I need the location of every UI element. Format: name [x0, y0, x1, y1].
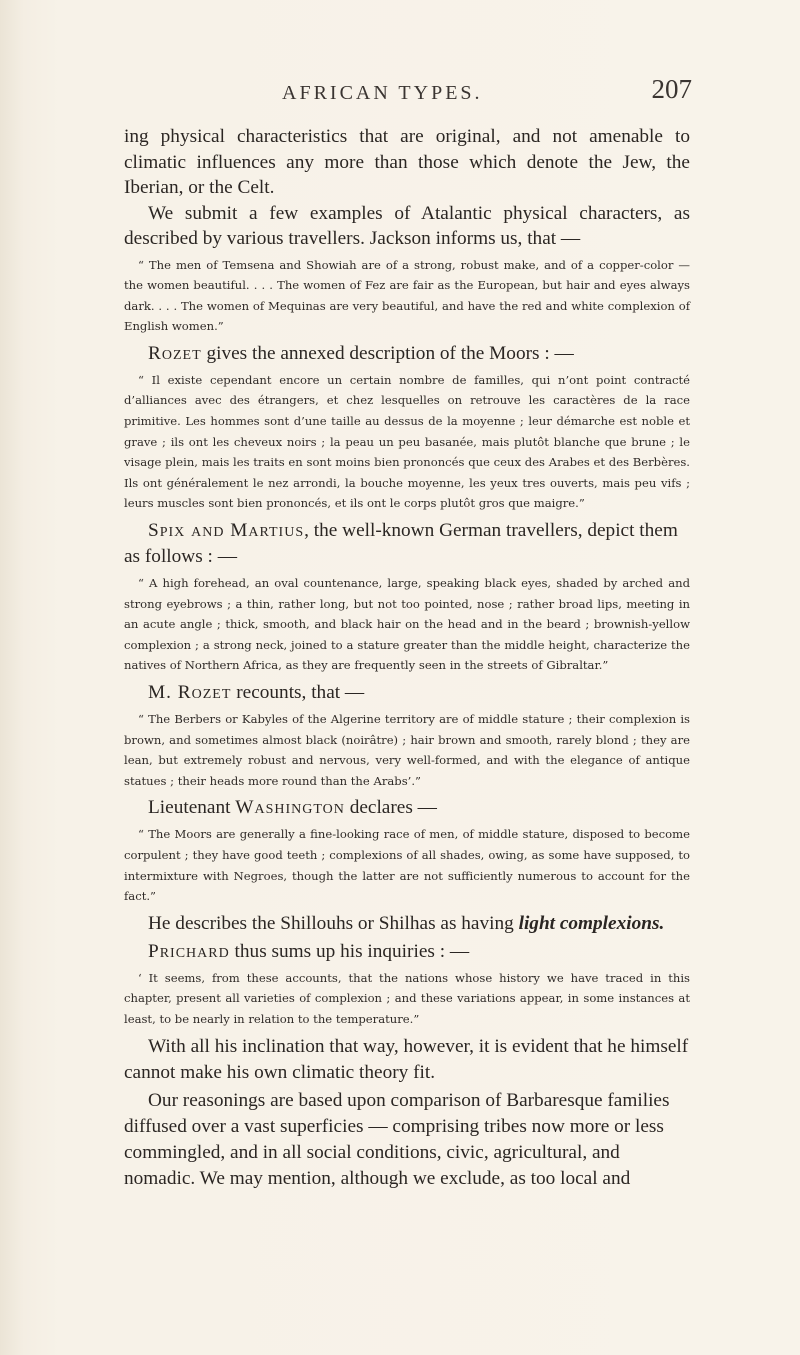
- intro-m-rozet-text: recounts, that —: [231, 682, 365, 703]
- author-prichard: Prichard: [148, 940, 230, 962]
- intro-spix-martius-text: , the well-known German travellers, depict them as follows : —: [124, 520, 678, 568]
- paragraph-continuation: ing physical characteristics that are original, and not amenable to climatic influences any more than those which denote the Jew, the Iberian, or the Celt.: [124, 126, 690, 198]
- quote-prichard: ‘ It seems, from these accounts, that the nations whose history we have traced in this chapter, present all varieties of complexion ; and these variations appear, in some instances at least, to be nearly in relation to the temperature.”: [124, 970, 690, 1026]
- intro-washington: [124, 795, 690, 821]
- intro-prichard-text: thus sums up his inquiries : —: [229, 940, 470, 962]
- paragraph-shillouhs-text: He describes the Shillouhs or Shilhas as having: [148, 912, 519, 934]
- light-complexions-emphasis: light complexions.: [518, 912, 665, 934]
- page-number: 207: [651, 74, 692, 104]
- paragraph-examples: [124, 201, 690, 252]
- quote-jackson: “ The men of Temsena and Showiah are of a strong, robust make, and of a copper-color — the women beautiful. . . . The women of Fez are fair as the European, but hair and eyes always dark. . . . The women of Mequinas are very beautiful, and have the red and white complexion of English women.”: [124, 257, 690, 334]
- author-rozet: Rozet: [148, 342, 202, 364]
- page-body: [124, 124, 690, 1192]
- intro-washington-text: declares —: [344, 797, 437, 819]
- author-m-rozet: M. Rozet: [148, 682, 232, 703]
- intro-prichard: [124, 939, 690, 965]
- paragraph-inclination: With all his inclination that way, however, it is evident that he himself cannot make his own climatic theory fit.: [124, 1035, 689, 1083]
- author-spix-martius: Spix and Martius: [148, 520, 305, 542]
- author-washington: Washington: [235, 797, 345, 819]
- quote-washington: “ The Moors are generally a fine-looking race of men, of middle stature, disposed to become corpulent ; they have good teeth ; complexions of all shades, owing, as some have supposed, to intermixture with Negroes, though the latter are not sufficiently numerous to account for the fact.”: [124, 827, 690, 904]
- running-head: AFRICAN TYPES.: [282, 82, 483, 104]
- quote-rozet-french: “ Il existe cependant encore un certain nombre de familles, qui n’ont point contracté d’alliances avec des étrangers, et chez lesquelles on retrouve les caractères de la race primitive. Les hommes sont d’une taille au dessus de la moyenne ; leur démarche est noble et grave ; ils ont les cheveux noirs ; la peau un peu basanée, mais plutôt blanche que brune ; le visage plein, mais les traits en sont moins bien prononcés que ceux des Arabes et des Berbères. Ils ont généralement le nez arrondi, la bouche moyenne, les yeux tres ouverts, mais peu vifs ; leurs muscles sont bien prononcés, et ils ont le corps plutôt gros que maigre.”: [124, 372, 690, 511]
- intro-m-rozet: [124, 680, 690, 706]
- intro-washington-prefix: Lieutenant: [148, 797, 236, 819]
- paragraph-reasonings: Our reasonings are based upon comparison of Barbaresque families diffused over a vast superficies — comprising tribes now more or less commingled, and in all social conditions, civic, agricultural, and nomadic. We may mention, although we exclude, as too local and: [124, 1089, 670, 1189]
- quote-spix-martius: “ A high forehead, an oval countenance, large, speaking black eyes, shaded by arched and strong eyebrows ; a thin, rather long, but not too pointed, nose ; rather broad lips, meeting in an acute angle ; thick, smooth, and black hair on the head and in the beard ; brownish-yellow complexion ; a strong neck, joined to a stature greater than the middle height, characterize the natives of Northern Africa, as they are frequently seen in the streets of Gibraltar.”: [124, 576, 690, 673]
- intro-rozet-text: gives the annexed description of the Moors : —: [201, 342, 574, 364]
- intro-rozet: [124, 341, 690, 367]
- paragraph-shillouhs: [124, 911, 690, 937]
- quote-m-rozet: “ The Berbers or Kabyles of the Algerine territory are of middle stature ; their complexion is brown, and sometimes almost black (noirâtre) ; hair brown and smooth, rarely blond ; they are lean, but extremely robust and nervous, very well-formed, and with the elegance of antique statues ; their heads more round than the Arabs’.”: [124, 712, 690, 788]
- paragraph-examples-text: We submit a few examples of Atalantic physical characters, as described by various travellers. Jackson informs us, that —: [124, 202, 690, 249]
- page-header: [0, 74, 800, 114]
- intro-spix-martius: [124, 518, 690, 570]
